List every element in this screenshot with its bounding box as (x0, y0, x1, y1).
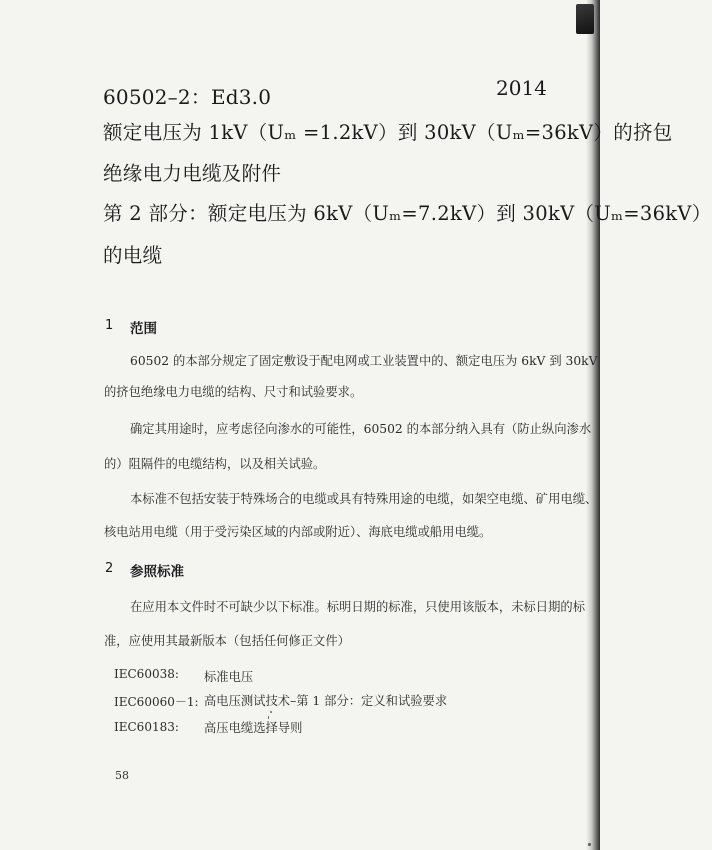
title-line-1: 额定电压为 1kV（Uₘ =1.2kV）到 30kV（Uₘ=36kV）的挤包 (103, 121, 673, 144)
section-2-heading: 参照标准 (130, 564, 184, 580)
title-line-2: 绝缘电力电缆及附件 (103, 162, 282, 185)
reference-code: IEC60060－1: (114, 695, 199, 709)
reference-title: 高电压测试技术–第 1 部分：定义和试验要求 (204, 694, 448, 708)
page-number: 58 (115, 769, 129, 782)
paragraph-line: 的）阻隔件的电缆结构，以及相关试验。 (104, 457, 326, 471)
section-2-number: 2 (105, 561, 114, 576)
reference-title: 标准电压 (204, 670, 254, 684)
title-line-4: 的电缆 (103, 244, 163, 267)
paragraph-line: 确定其用途时，应考虑径向渗水的可能性，60502 的本部分纳入具有（防止纵向渗水 (130, 422, 592, 436)
scan-speck (268, 716, 269, 719)
binding-clip (576, 4, 594, 34)
section-1-number: 1 (105, 318, 114, 333)
reference-title: 高压电缆选择导则 (204, 721, 303, 735)
paragraph-line: 的挤包绝缘电力电缆的结构、尺寸和试验要求。 (104, 385, 363, 399)
section-1-heading: 范围 (130, 321, 157, 337)
paragraph-line: 准，应使用其最新版本（包括任何修正文件） (104, 634, 350, 648)
scan-speck (588, 843, 591, 846)
standard-code: 60502–2：Ed3.0 (103, 85, 272, 109)
paragraph-line: 核电站用电缆（用于受污染区域的内部或附近）、海底电缆或船用电缆。 (104, 525, 492, 539)
scan-speck (270, 711, 272, 713)
reference-code: IEC60038: (114, 667, 179, 681)
reference-code: IEC60183: (114, 720, 179, 734)
title-line-3: 第 2 部分：额定电压为 6kV（Uₘ=7.2kV）到 30kV（Uₘ=36kV） (103, 202, 712, 225)
paragraph-line: 在应用本文件时不可缺少以下标准。标明日期的标准，只使用该版本，未标日期的标 (130, 600, 585, 614)
standard-year: 2014 (496, 76, 547, 100)
paragraph-line: 60502 的本部分规定了固定敷设于配电网或工业装置中的、额定电压为 6kV 到 30kV (130, 354, 598, 368)
paragraph-line: 本标准不包括安装于特殊场合的电缆或具有特殊用途的电缆，如架空电缆、矿用电缆、 (130, 492, 598, 506)
